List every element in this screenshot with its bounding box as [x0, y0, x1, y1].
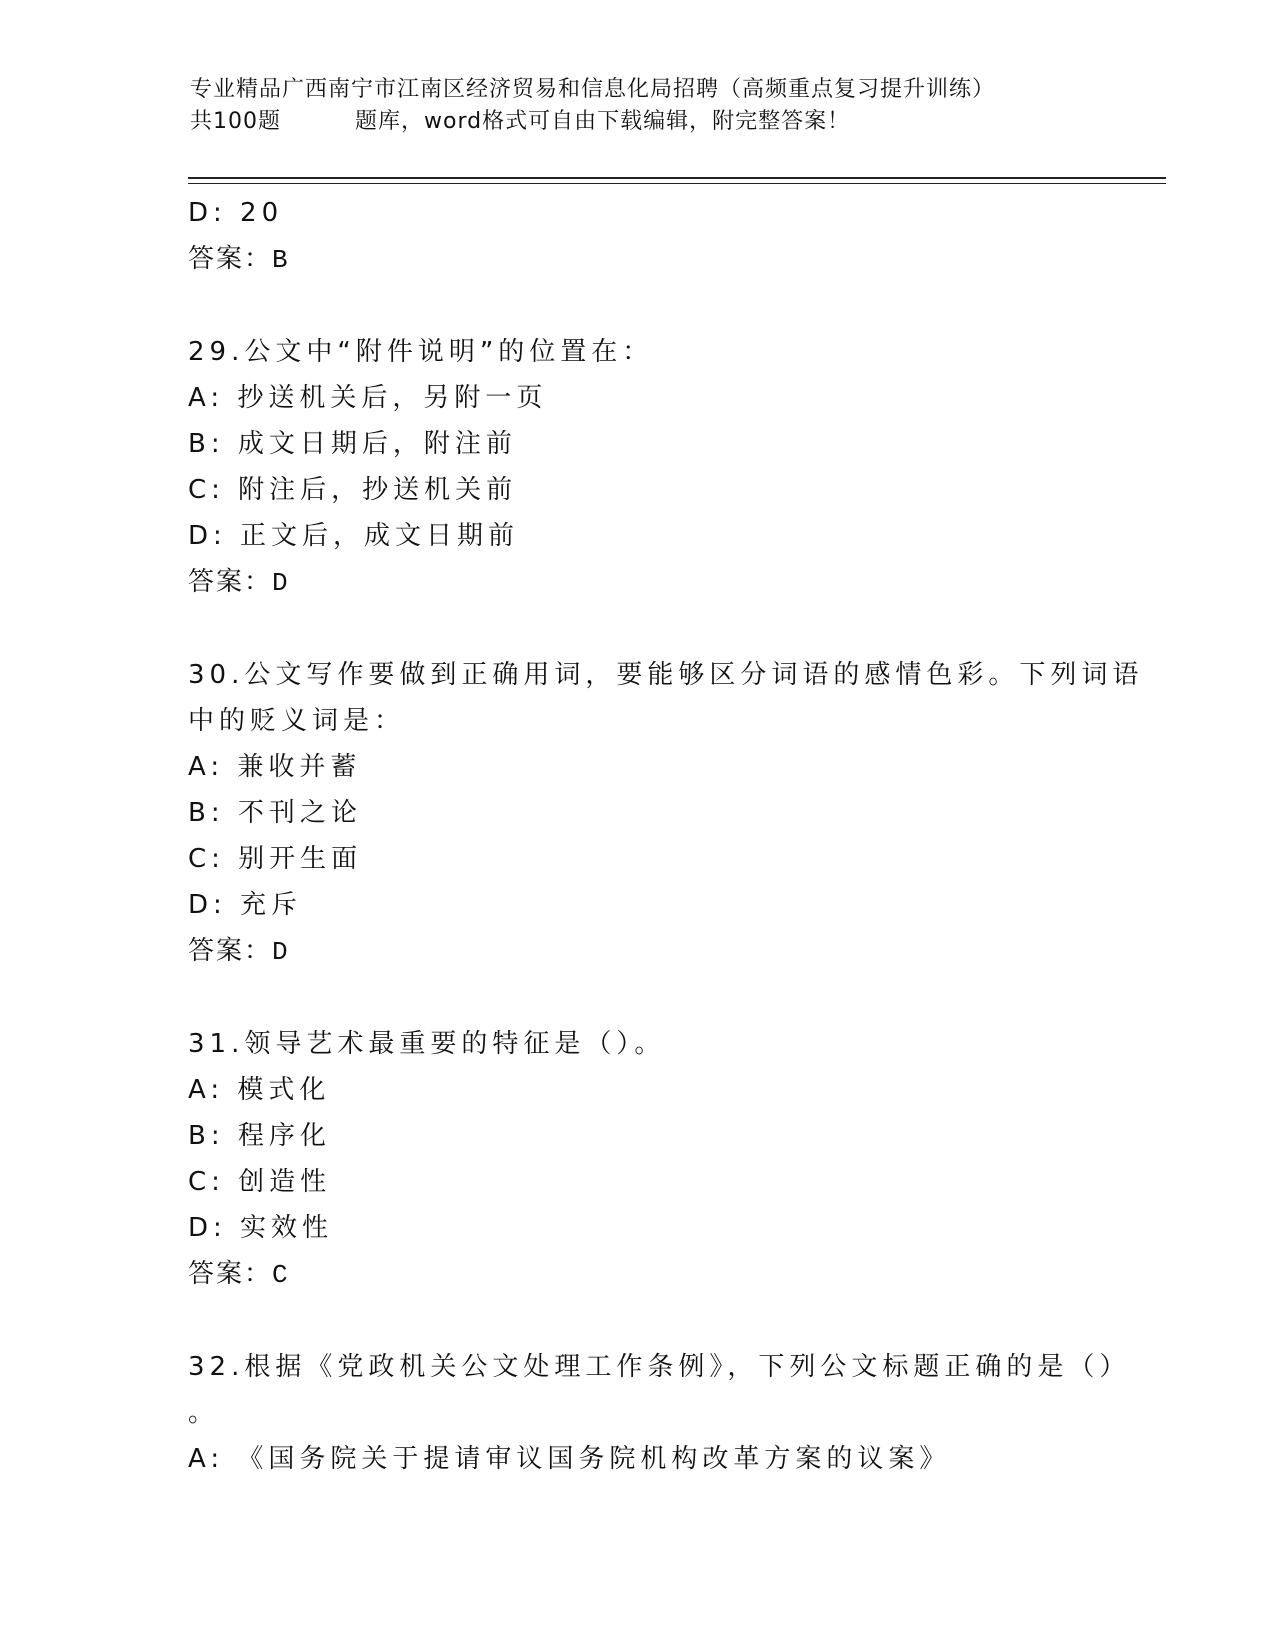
q30-question-line2: 中的贬义词是： — [188, 706, 406, 736]
q29-option-b: B: 成文日期后，附注前 — [188, 429, 517, 459]
q29-option-d: D: 正文后，成文日期前 — [188, 521, 520, 551]
header-title: 专业精品广西南宁市江南区经济贸易和信息化局招聘（高频重点复习提升训练） — [190, 77, 996, 102]
q30-option-a: A: 兼收并蓄 — [188, 752, 362, 782]
q28-answer — [188, 236, 1088, 283]
answer-value: D — [272, 937, 290, 967]
page-header — [190, 74, 1090, 138]
q30-option-c: C: 别开生面 — [188, 844, 363, 874]
q28-option-d: D: 20 — [188, 198, 284, 228]
q29-answer — [188, 559, 1088, 606]
answer-label: 答案： — [188, 244, 273, 274]
header-divider-thin — [188, 183, 1166, 184]
q30-question-line1: 30.公文写作要做到正确用词，要能够区分词语的感情色彩。下列词语 — [188, 660, 1144, 690]
answer-label: 答案： — [188, 1259, 273, 1289]
q29-option-c: C: 附注后，抄送机关前 — [188, 475, 518, 505]
q30-answer — [188, 928, 1088, 975]
q31-option-b: B: 程序化 — [188, 1121, 331, 1151]
header-question-count: 共100题 — [190, 109, 281, 134]
header-format-note: 题库，word格式可自由下载编辑，附完整答案！ — [355, 109, 851, 134]
q30-option-d: D: 充斥 — [188, 890, 303, 920]
question-list — [188, 190, 1144, 1482]
header-divider-thick — [188, 177, 1166, 179]
q31-option-d: D: 实效性 — [188, 1213, 334, 1243]
q31-option-a: A: 模式化 — [188, 1075, 331, 1105]
answer-label: 答案： — [188, 567, 273, 597]
header-subtitle — [190, 106, 1090, 138]
answer-value: C — [272, 1260, 290, 1290]
q31-answer — [188, 1251, 1088, 1298]
q31-option-c: C: 创造性 — [188, 1167, 332, 1197]
q30-option-b: B: 不刊之论 — [188, 798, 362, 828]
answer-value: D — [272, 568, 290, 598]
q31-question: 31.领导艺术最重要的特征是（）。 — [188, 1029, 666, 1059]
q32-question-line2: 。 — [188, 1398, 220, 1428]
q32-option-a: A: 《国务院关于提请审议国务院机构改革方案的议案》 — [188, 1444, 951, 1474]
q29-question: 29.公文中“附件说明”的位置在： — [188, 337, 654, 367]
answer-label: 答案： — [188, 936, 273, 966]
q29-option-a: A: 抄送机关后，另附一页 — [188, 383, 548, 413]
q32-question-line1: 32.根据《党政机关公文处理工作条例》，下列公文标题正确的是（） — [188, 1352, 1131, 1382]
answer-value: B — [272, 245, 290, 275]
